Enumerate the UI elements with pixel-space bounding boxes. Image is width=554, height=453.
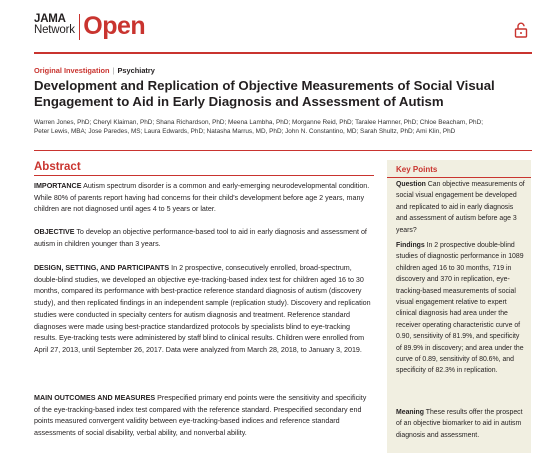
abstract-outcomes	[34, 393, 374, 440]
importance-label: IMPORTANCE	[34, 182, 82, 190]
logo-open: Open	[83, 12, 146, 40]
abstract-objective	[34, 227, 374, 250]
question-label: Question	[396, 181, 426, 188]
key-points-question	[396, 179, 526, 236]
design-label: DESIGN, SETTING, AND PARTICIPANTS	[34, 264, 170, 272]
key-points-rule	[387, 177, 531, 178]
abstract-importance	[34, 181, 374, 216]
abstract-rule	[34, 175, 374, 176]
design-text: In 2 prospective, consecutively enrolled, broad-spectrum, double-blind studies, we developed an objective eye-tracking-based index test for children aged 16 to 30 months, compared its performance with best-practice reference standard diagnosis of autism (discovery study), and then replicated findings in an independent sample (replication study). Discovery and replication studies were conducted in specialty centers for autism diagnosis and treatment. Reference standard diagnoses were made using best-practice standardized protocols by specialists blind to eye-tracking results. Eye-tracking tests were administered by staff blind to clinical results. Children were enrolled from April 27, 2013, until September 26, 2017. Data were analyzed from March 28, 2018, to January 3, 2019.	[34, 264, 371, 354]
authors-line-1: Warren Jones, PhD; Cheryl Klaiman, PhD; Shana Richardson, PhD; Meena Lambha, PhD; Morganne Reid, PhD; Taralee Hamner, PhD; Chloe Beacham, PhD;	[34, 119, 483, 126]
findings-label: Findings	[396, 242, 425, 249]
abstract-design	[34, 263, 374, 357]
authors-line-2: Peter Lewis, MBA; Jose Paredes, MS; Laura Edwards, PhD; Natasha Marrus, MD, PhD; John N. Constantino, MD; Sarah Shultz, PhD; Ami Klin, PhD	[34, 128, 456, 135]
importance-text: Autism spectrum disorder is a common and early-emerging neurodevelopmental condition. While 80% of parents report having had concerns for their child's development before age 2 years, many children are not diagnosed until ages 4 to 5 years or later.	[34, 182, 370, 214]
key-points-box	[387, 160, 531, 453]
objective-text: To develop an objective performance-based tool to aid in early diagnosis and assessment of autism in children younger than 3 years.	[34, 228, 367, 248]
key-points-meaning	[396, 407, 526, 441]
key-points-heading: Key Points	[396, 165, 438, 174]
meaning-text: These results offer the prospect of an objective biomarker to aid in autism diagnosis and assessment.	[396, 409, 523, 439]
section-rule	[34, 150, 532, 151]
abstract-heading: Abstract	[34, 161, 81, 173]
outcomes-text: Prespecified primary end points were the sensitivity and specificity of the eye-tracking-based index test compared with the reference standard. Prespecified secondary end points measured convergent validity between eye-tracking-based indices and reference standard assessments of social disability, verbal ability, and nonverbal ability.	[34, 394, 367, 438]
header-rule	[34, 52, 532, 54]
article-kicker	[34, 66, 155, 75]
unlocked-padlock-icon	[514, 22, 528, 38]
logo-jama: JAMA	[34, 13, 66, 25]
article-section: Psychiatry	[117, 66, 155, 75]
author-list	[34, 118, 504, 136]
article-type: Original Investigation	[34, 66, 110, 75]
logo-wordmark	[34, 14, 75, 36]
findings-text: In 2 prospective double-blind studies of diagnostic performance in 1089 children aged 16 to 30 months, 719 in discovery and 370 in replication, eye-tracking-based measurements of social visual engagement relative to expert clinical diagnosis had area under the receiver operating characteristic curve of 0.90, sensitivity of 81.9%, and specificity of 89.9% in discovery; and area under the curve of 0.89, sensitivity of 80.6%, and specificity of 82.3% in replication.	[396, 242, 524, 375]
key-points-findings	[396, 240, 526, 377]
article-title: Development and Replication of Objective Measurements of Social Visual Engagement to Aid in Early Diagnosis and Assessment of Autism	[34, 78, 495, 109]
question-text: Can objective measurements of social visual engagement be developed and replicated to aid in early diagnosis and assessment of autism before age 3 years?	[396, 181, 525, 234]
outcomes-label: MAIN OUTCOMES AND MEASURES	[34, 394, 156, 402]
objective-label: OBJECTIVE	[34, 228, 75, 236]
meaning-label: Meaning	[396, 409, 424, 416]
logo-network: Network	[34, 24, 75, 36]
logo-divider	[79, 14, 81, 40]
kicker-separator: |	[112, 66, 115, 75]
journal-logo[interactable]	[34, 14, 145, 40]
